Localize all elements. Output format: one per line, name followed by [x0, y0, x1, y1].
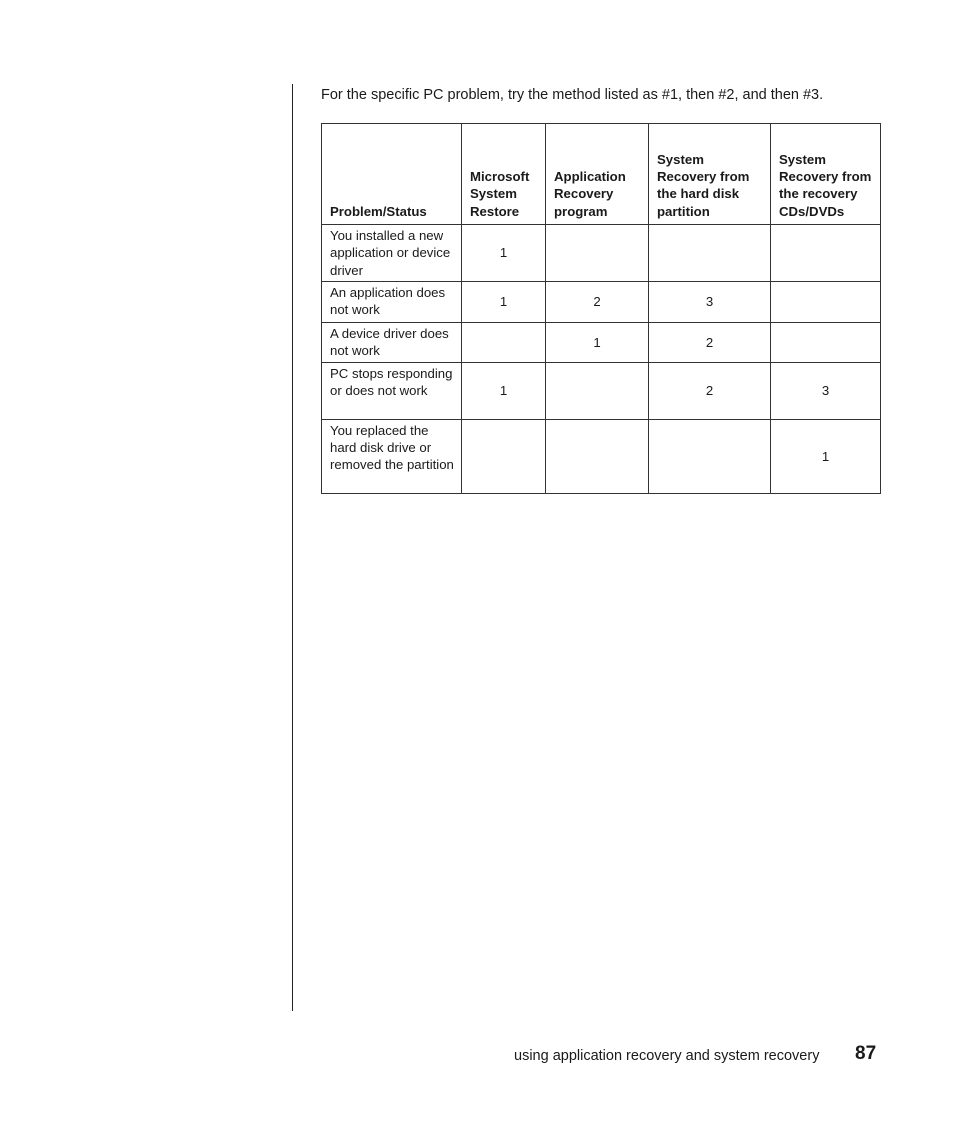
method-cell — [546, 419, 649, 493]
method-cell — [771, 225, 881, 282]
method-cell: 2 — [649, 322, 771, 362]
header-application-recovery: Application Recovery program — [546, 124, 649, 225]
table-header-row — [322, 124, 881, 225]
table-row — [322, 225, 881, 282]
method-cell: 1 — [462, 281, 546, 322]
method-cell — [546, 225, 649, 282]
method-cell — [546, 362, 649, 419]
method-cell: 2 — [546, 281, 649, 322]
method-cell: 1 — [462, 362, 546, 419]
method-cell: 3 — [771, 362, 881, 419]
problem-cell: An application does not work — [322, 281, 462, 322]
table-row — [322, 419, 881, 493]
table-row — [322, 322, 881, 362]
method-cell: 3 — [649, 281, 771, 322]
intro-paragraph: For the specific PC problem, try the method listed as #1, then #2, and then #3. — [321, 87, 824, 103]
footer-section-title: using application recovery and system recovery — [514, 1048, 820, 1064]
method-cell — [462, 419, 546, 493]
problem-cell: A device driver does not work — [322, 322, 462, 362]
method-cell — [771, 322, 881, 362]
table-row — [322, 281, 881, 322]
problem-cell: PC stops responding or does not work — [322, 362, 462, 419]
problem-cell: You replaced the hard disk drive or removed the partition — [322, 419, 462, 493]
method-cell — [649, 419, 771, 493]
method-cell: 2 — [649, 362, 771, 419]
method-cell: 1 — [462, 225, 546, 282]
margin-rule — [292, 84, 293, 1011]
method-cell: 1 — [546, 322, 649, 362]
header-system-recovery-discs: System Recovery from the recovery CDs/DVDs — [771, 124, 881, 225]
header-problem-status: Problem/Status — [322, 124, 462, 225]
header-system-recovery-partition: System Recovery from the hard disk partition — [649, 124, 771, 225]
page-number: 87 — [855, 1043, 877, 1064]
method-cell — [771, 281, 881, 322]
recovery-method-table — [321, 123, 881, 494]
method-cell — [462, 322, 546, 362]
problem-cell: You installed a new application or device driver — [322, 225, 462, 282]
header-microsoft-system-restore: Microsoft System Restore — [462, 124, 546, 225]
method-cell: 1 — [771, 419, 881, 493]
method-cell — [649, 225, 771, 282]
table-row — [322, 362, 881, 419]
